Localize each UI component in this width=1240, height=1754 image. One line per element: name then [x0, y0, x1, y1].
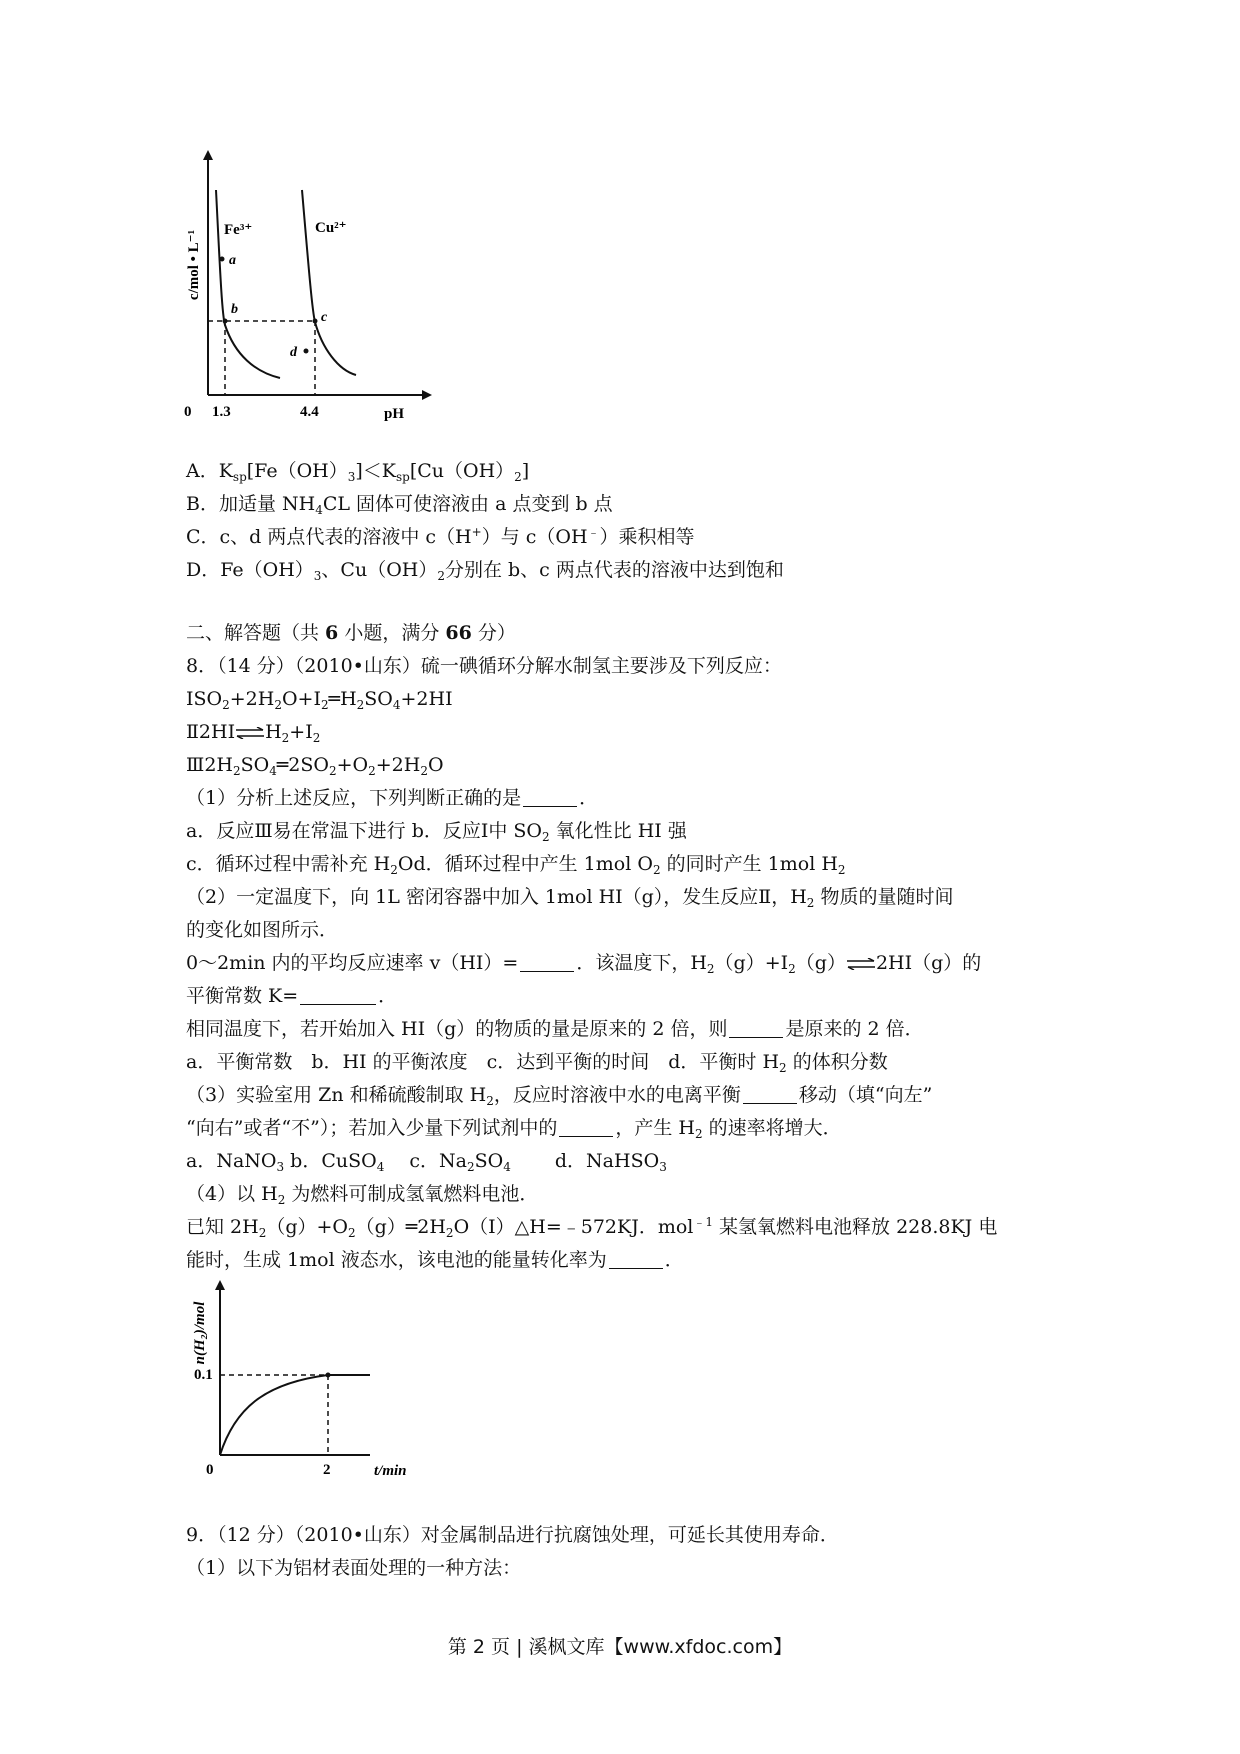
- q8-part1-options-cd: c．循环过程中需补充 $H_2Od$．循环过程中产生 1mol $O_2$ 的同时产生 1mol $H_2$: [186, 853, 846, 877]
- chart1-point-d: d: [290, 345, 297, 360]
- q8-part4-line3: 能时，生成 1mol 液态水，该电池的能量转化率为 ．: [186, 1249, 684, 1271]
- chart1-series-cu: Cu²⁺: [315, 220, 347, 236]
- q8-part3-line2: “向右”或者“不”）；若加入少量下列试剂中的 ，产生 $H_2$ 的速率将增大．: [186, 1117, 842, 1141]
- answer-blank[interactable]: [609, 1250, 663, 1269]
- q8-part2-line4: 平衡常数 K= ．: [186, 985, 398, 1007]
- section-heading: 二、解答题（共 6 小题，满分 66 分）: [186, 622, 516, 644]
- q8-reaction-1: $ⅠSO_2+2H_2O+I_2═H_2SO_4+2HI$: [186, 688, 453, 712]
- q8-title: 8．（14 分）（2010•山东）硫一碘循环分解水制氢主要涉及下列反应：: [186, 655, 782, 677]
- q8-part2-line3: 0～2min 内的平均反应速率 v（HI）= ．该温度下，$H_2(g)+I_2(g)$ 2HI（g）的: [186, 952, 982, 976]
- q8-part2-line2: 的变化如图所示．: [186, 919, 339, 941]
- answer-blank[interactable]: [520, 953, 574, 972]
- chart2-xlabel: t/min: [374, 1463, 407, 1478]
- chart1-tick-1: 1.3: [212, 404, 231, 420]
- q8-reaction-3: $Ⅲ2H_2SO_4═2SO_2+O_2+2H_2O$: [186, 754, 444, 778]
- chart1-origin: 0: [184, 404, 192, 420]
- equilibrium-arrow-icon: [846, 958, 876, 970]
- chart2-ytick: 0.1: [194, 1367, 213, 1383]
- chart1-series-fe: Fe³⁺: [224, 222, 253, 238]
- answer-blank[interactable]: [523, 788, 577, 807]
- q9-title: 9．（12 分）（2010•山东）对金属制品进行抗腐蚀处理，可延长其使用寿命．: [186, 1524, 839, 1546]
- option-a: A．$K_{sp}[Fe(OH)_3]<K_{sp}[Cu(OH)_2]$: [186, 460, 530, 484]
- option-b: B．加适量 $NH_4CL$ 固体可使溶液由 a 点变到 b 点: [186, 493, 613, 517]
- q8-part1-options-ab: a．反应Ⅲ易在常温下进行 b．反应Ⅰ中 $SO_2$ 氧化性比 HI 强: [186, 820, 687, 844]
- q8-part3-options: a．NaNO$_3$ b．CuSO$_4$ c．$Na_2SO_4$ d．NaHSO$_3$: [186, 1150, 667, 1174]
- q8-part3-line1: （3）实验室用 Zn 和稀硫酸制取 $H_2$，反应时溶液中水的电离平衡 移动（填“向左”: [186, 1084, 933, 1108]
- option-c: C．c、d 两点代表的溶液中 c（H+）与 c（OH﹣）乘积相等: [186, 525, 695, 548]
- q8-part2-options: a．平衡常数 b．HI 的平衡浓度 c．达到平衡的时间 d．平衡时 $H_2$ 的体积分数: [186, 1051, 888, 1075]
- chart2-ylabel: n(H₂)/mol: [192, 1301, 208, 1365]
- chart1-tick-2: 4.4: [300, 404, 319, 420]
- q8-reaction-2: Ⅱ2HI $H_2+I_2$: [186, 721, 321, 745]
- q8-part1: （1）分析上述反应，下列判断正确的是 ．: [186, 787, 599, 809]
- page-footer: 第 2 页 | 溪枫文库【www.xfdoc.com】: [447, 1636, 793, 1658]
- q8-part4-line2: 已知 $2H_2(g)+O_2(g)═2H_2O(I)\triangle H=﹣572KJ$．mol$^{﹣1}$ 某氢氧燃料电池释放 228.8KJ 电: [186, 1215, 998, 1240]
- answer-blank[interactable]: [729, 1019, 783, 1038]
- chart2-xtick: 2: [323, 1462, 331, 1478]
- chart1-point-b: b: [231, 302, 238, 317]
- q8-part4-line1: （4）以 $H_2$ 为燃料可制成氢氧燃料电池．: [186, 1183, 539, 1207]
- answer-blank[interactable]: [300, 986, 376, 1005]
- chart1-ylabel: c/mol • L⁻¹: [186, 229, 202, 301]
- answer-blank[interactable]: [559, 1118, 613, 1137]
- equilibrium-arrow-icon: [235, 727, 265, 739]
- chart1-point-a: a: [229, 253, 236, 268]
- q8-part2-line1: （2）一定温度下，向 1L 密闭容器中加入 1mol HI（g），发生反应Ⅱ，$H_2$ 物质的量随时间: [186, 886, 954, 910]
- chart2-origin: 0: [206, 1462, 214, 1478]
- ksp-chart: [180, 150, 450, 450]
- q9-part1: （1）以下为铝材表面处理的一种方法：: [186, 1557, 522, 1579]
- q8-part2-line5: 相同温度下，若开始加入 HI（g）的物质的量是原来的 2 倍，则 是原来的 2 倍．: [186, 1018, 924, 1040]
- chart1-point-c: c: [321, 310, 328, 325]
- option-d: D．$Fe(OH)_3$、$Cu(OH)_2$分别在 b、c 两点代表的溶液中达到饱和: [186, 559, 784, 583]
- h2-amount-chart: [180, 1278, 440, 1478]
- chart1-xlabel: pH: [384, 406, 405, 422]
- answer-blank[interactable]: [743, 1085, 797, 1104]
